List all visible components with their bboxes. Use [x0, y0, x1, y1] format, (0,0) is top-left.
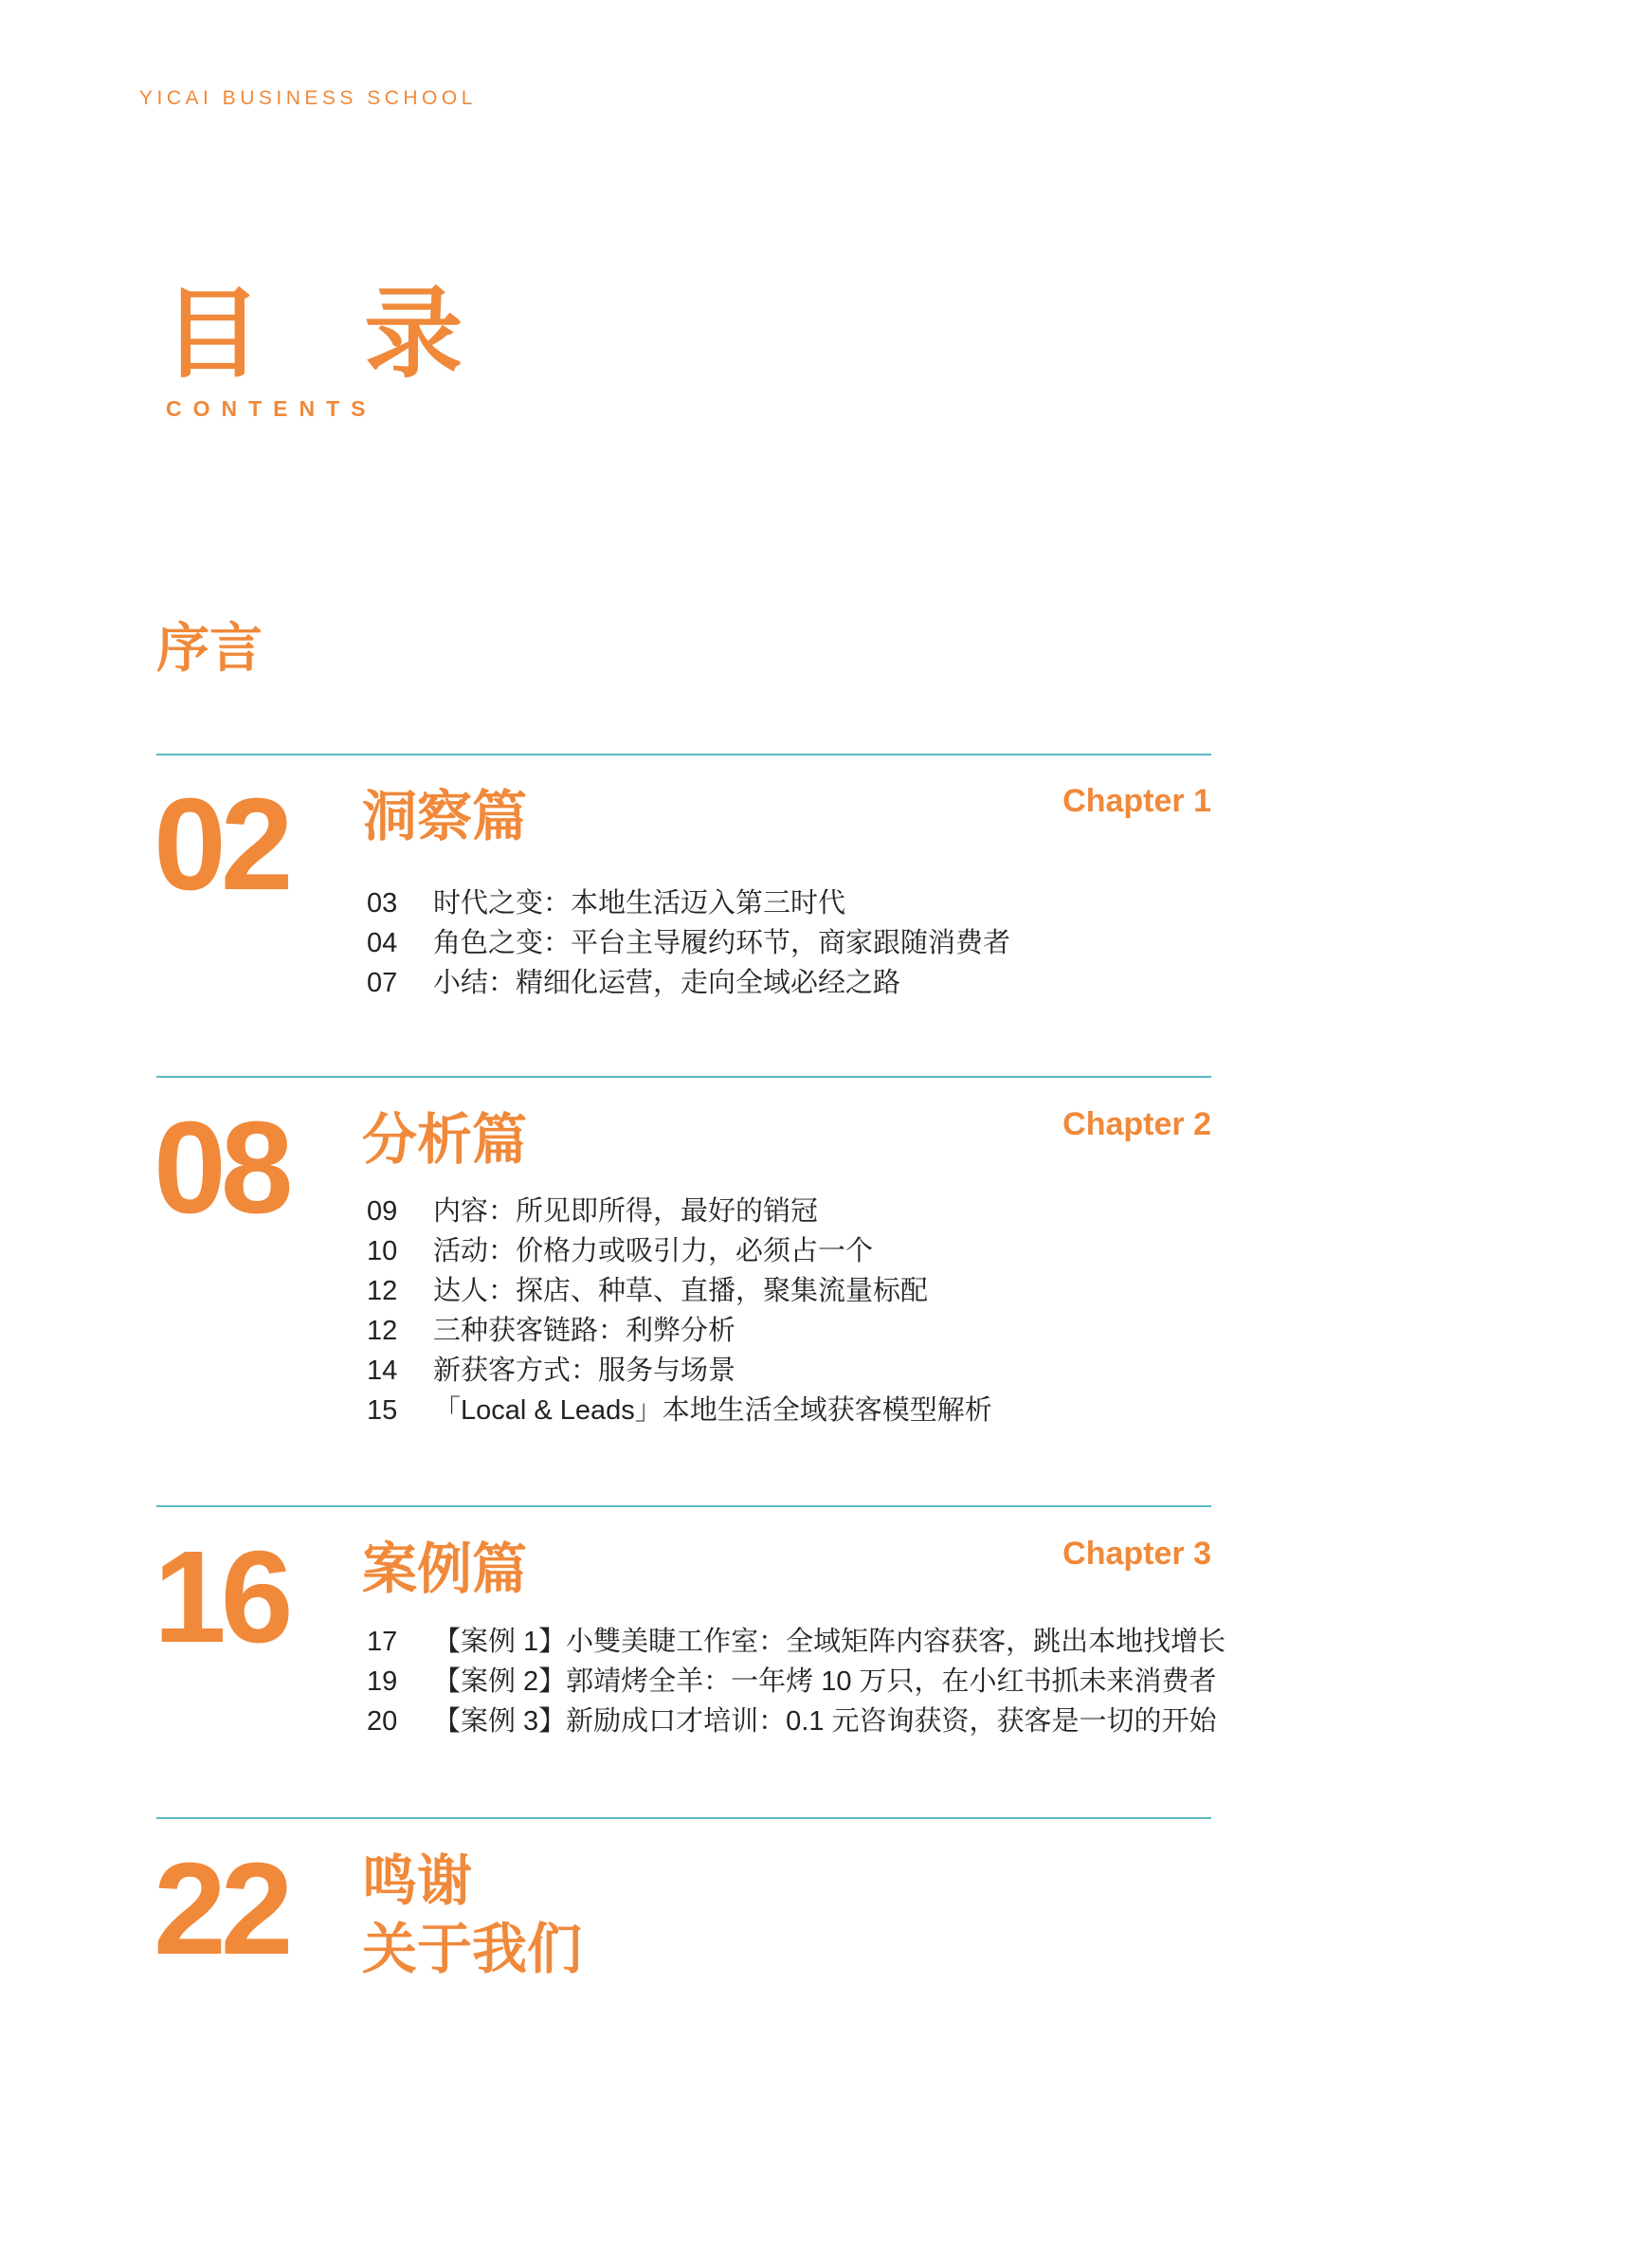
entry-text: 达人：探店、种草、直播，聚集流量标配 [433, 1276, 929, 1306]
entry-page: 14 [367, 1356, 398, 1386]
section-divider [156, 1817, 1211, 1819]
entry-page: 03 [367, 888, 398, 919]
toc-entry[interactable] [367, 1702, 1225, 1741]
chapter-page-number: 16 [154, 1524, 288, 1670]
entry-text: 【案例 3】新励成口才培训：0.1 元咨询获资，获客是一切的开始 [433, 1706, 1217, 1737]
toc-entry[interactable] [367, 883, 1010, 923]
toc-entry[interactable] [367, 1192, 992, 1231]
section-divider [156, 754, 1211, 755]
entry-page: 07 [367, 968, 398, 998]
section-divider [156, 1505, 1211, 1507]
page-title: 目 录 [163, 276, 498, 391]
toc-entry[interactable] [367, 1662, 1225, 1702]
toc-entry[interactable] [367, 923, 1010, 963]
entry-text: 内容：所见即所得，最好的销冠 [433, 1196, 819, 1227]
chapter-label: Chapter 1 [1062, 783, 1211, 819]
toc-entry[interactable] [367, 1622, 1225, 1662]
entry-text: 角色之变：平台主导履约环节，商家跟随消费者 [433, 928, 1011, 958]
entry-page: 04 [367, 928, 398, 958]
entry-page: 15 [367, 1395, 398, 1426]
page-subtitle: CONTENTS [166, 396, 377, 421]
chapter-entries [367, 1622, 1225, 1741]
chapter-page-number: 08 [154, 1095, 288, 1241]
chapter-page-number: 22 [154, 1836, 288, 1982]
entry-page: 09 [367, 1196, 398, 1227]
toc-entry[interactable] [367, 1271, 992, 1311]
chapter-title[interactable]: 分析篇 [362, 1107, 528, 1172]
toc-entry[interactable] [367, 1311, 992, 1351]
entry-page: 12 [367, 1276, 398, 1306]
chapter-entries [367, 883, 1010, 1003]
chapter-label: Chapter 3 [1062, 1536, 1211, 1572]
chapter-label: Chapter 2 [1062, 1106, 1211, 1142]
preface-link[interactable]: 序言 [156, 618, 263, 680]
chapter-page-number: 02 [154, 772, 288, 918]
entry-text: 三种获客链路：利弊分析 [433, 1316, 736, 1346]
entry-text: 时代之变：本地生活迈入第三时代 [433, 888, 846, 919]
entry-text: 新获客方式：服务与场景 [433, 1356, 736, 1386]
entry-page: 10 [367, 1236, 398, 1266]
brand-header: YICAI BUSINESS SCHOOL [139, 87, 477, 109]
entry-text: 活动：价格力或吸引力，必须占一个 [433, 1236, 874, 1266]
toc-entry[interactable] [367, 1231, 992, 1271]
toc-entry[interactable] [367, 963, 1010, 1003]
chapter-title[interactable]: 案例篇 [362, 1537, 528, 1601]
entry-text: 小结：精细化运营，走向全域必经之路 [433, 968, 901, 998]
toc-entry[interactable] [367, 1391, 992, 1430]
toc-entry[interactable] [367, 1351, 992, 1391]
entry-page: 20 [367, 1706, 398, 1737]
about-us-title[interactable]: 关于我们 [362, 1917, 583, 1981]
entry-text: 【案例 1】小雙美睫工作室：全域矩阵内容获客，跳出本地找增长 [433, 1627, 1226, 1657]
chapter-title[interactable]: 洞察篇 [362, 784, 528, 848]
acknowledgements-title[interactable]: 鸣谢 [362, 1848, 473, 1913]
entry-page: 12 [367, 1316, 398, 1346]
chapter-entries [367, 1192, 992, 1430]
entry-page: 17 [367, 1627, 398, 1657]
entry-text: 【案例 2】郭靖烤全羊：一年烤 10 万只，在小红书抓未来消费者 [433, 1666, 1217, 1697]
entry-page: 19 [367, 1666, 398, 1697]
entry-text: 「Local & Leads」本地生活全域获客模型解析 [433, 1395, 992, 1426]
section-divider [156, 1076, 1211, 1078]
